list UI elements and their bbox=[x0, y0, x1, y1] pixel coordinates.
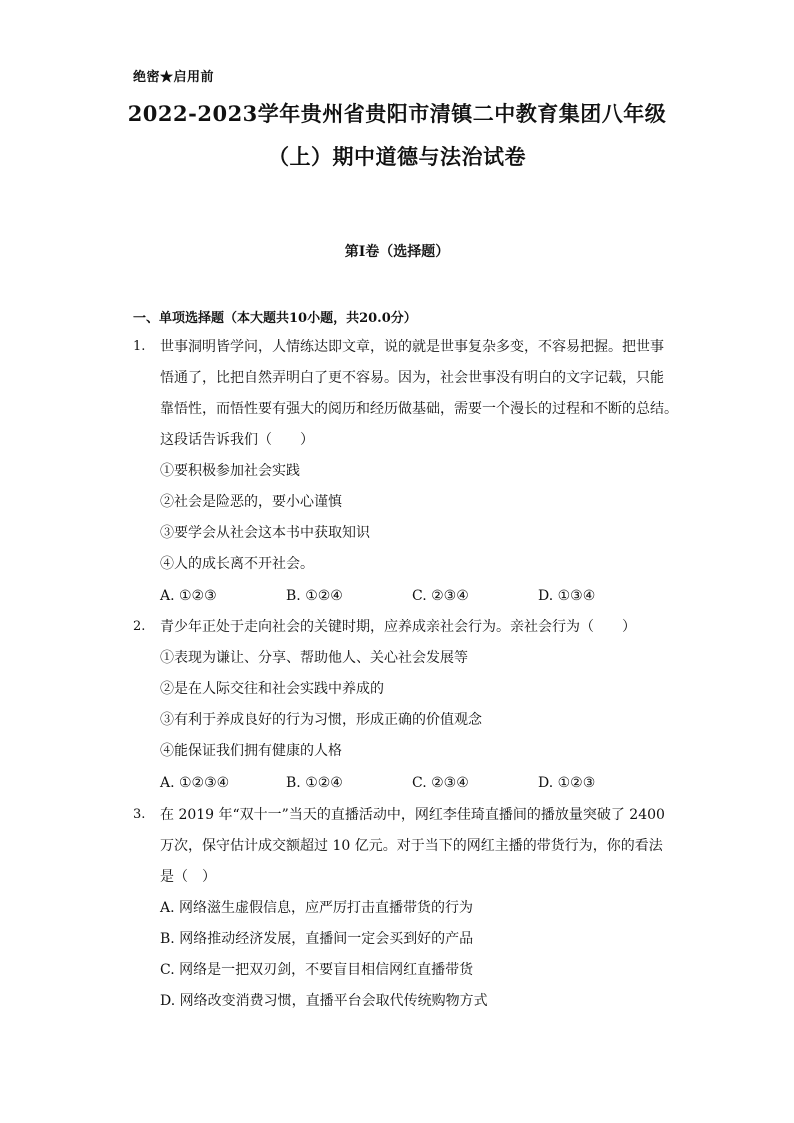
option-d: D. ①③④ bbox=[538, 588, 596, 604]
statement-item: ③要学会从社会这本书中获取知识 bbox=[160, 525, 370, 541]
question-stem-line: 是（ ） bbox=[160, 869, 216, 885]
exam-title-line-1: 2022-2023学年贵州省贵阳市清镇二中教育集团八年级 bbox=[127, 101, 667, 126]
statement-item: ④能保证我们拥有健康的人格 bbox=[160, 743, 342, 759]
option-c: C. ②③④ bbox=[412, 588, 469, 604]
question-number: 3. bbox=[133, 807, 146, 822]
statement-item: ①表现为谦让、分享、帮助他人、关心社会发展等 bbox=[160, 650, 468, 666]
option-b: B. ①②④ bbox=[286, 775, 343, 791]
option-a: A. ①②③ bbox=[160, 588, 217, 604]
option-c: C. ②③④ bbox=[412, 775, 469, 791]
options-row bbox=[160, 586, 640, 606]
question-number: 2. bbox=[133, 619, 146, 634]
statement-item: ③有利于养成良好的行为习惯，形成正确的价值观念 bbox=[160, 712, 482, 728]
question-stem-line: 世事洞明皆学问，人情练达即文章，说的就是世事复杂多变，不容易把握。把世事 bbox=[160, 339, 664, 355]
confidential-mark: 绝密★启用前 bbox=[133, 70, 215, 85]
question-stem-line: 青少年正处于走向社会的关键时期，应养成亲社会行为。亲社会行为（ ） bbox=[160, 619, 636, 635]
question-number: 1. bbox=[133, 339, 146, 354]
question-stem-line: 靠悟性，而悟性要有强大的阅历和经历做基础，需要一个漫长的过程和不断的总结。 bbox=[160, 401, 678, 417]
options-row bbox=[160, 773, 640, 793]
option-b: B. ①②④ bbox=[286, 588, 343, 604]
statement-item: ②社会是险恶的，要小心谨慎 bbox=[160, 494, 342, 510]
statement-item: ①要积极参加社会实践 bbox=[160, 463, 300, 479]
question-stem-line: 万次，保守估计成交额超过 10 亿元。对于当下的网红主播的带货行为，你的看法 bbox=[160, 838, 663, 854]
choice-a: A. 网络滋生虚假信息，应严厉打击直播带货的行为 bbox=[160, 900, 474, 916]
choice-c: C. 网络是一把双刃剑，不要盲目相信网红直播带货 bbox=[160, 962, 474, 978]
question-stem-line: 在 2019 年“双十一”当天的直播活动中，网红李佳琦直播间的播放量突破了 2400 bbox=[160, 807, 665, 823]
section-heading: 一、单项选择题（本大题共10小题，共20.0分） bbox=[133, 311, 417, 326]
statement-item: ②是在人际交往和社会实践中养成的 bbox=[160, 681, 384, 697]
option-d: D. ①②③ bbox=[538, 775, 596, 791]
question-stem-line: 这段话告诉我们（ ） bbox=[160, 432, 314, 448]
statement-item: ④人的成长离不开社会。 bbox=[160, 556, 314, 572]
question-stem-line: 悟通了，比把自然弄明白了更不容易。因为，社会世事没有明白的文字记载，只能 bbox=[160, 370, 664, 386]
part-title: 第I卷（选择题） bbox=[344, 244, 450, 260]
option-a: A. ①②③④ bbox=[160, 775, 230, 791]
exam-title-line-2: （上）期中道德与法治试卷 bbox=[268, 144, 526, 169]
choice-d: D. 网络改变消费习惯，直播平台会取代传统购物方式 bbox=[160, 993, 488, 1009]
choice-b: B. 网络推动经济发展，直播间一定会买到好的产品 bbox=[160, 931, 474, 947]
